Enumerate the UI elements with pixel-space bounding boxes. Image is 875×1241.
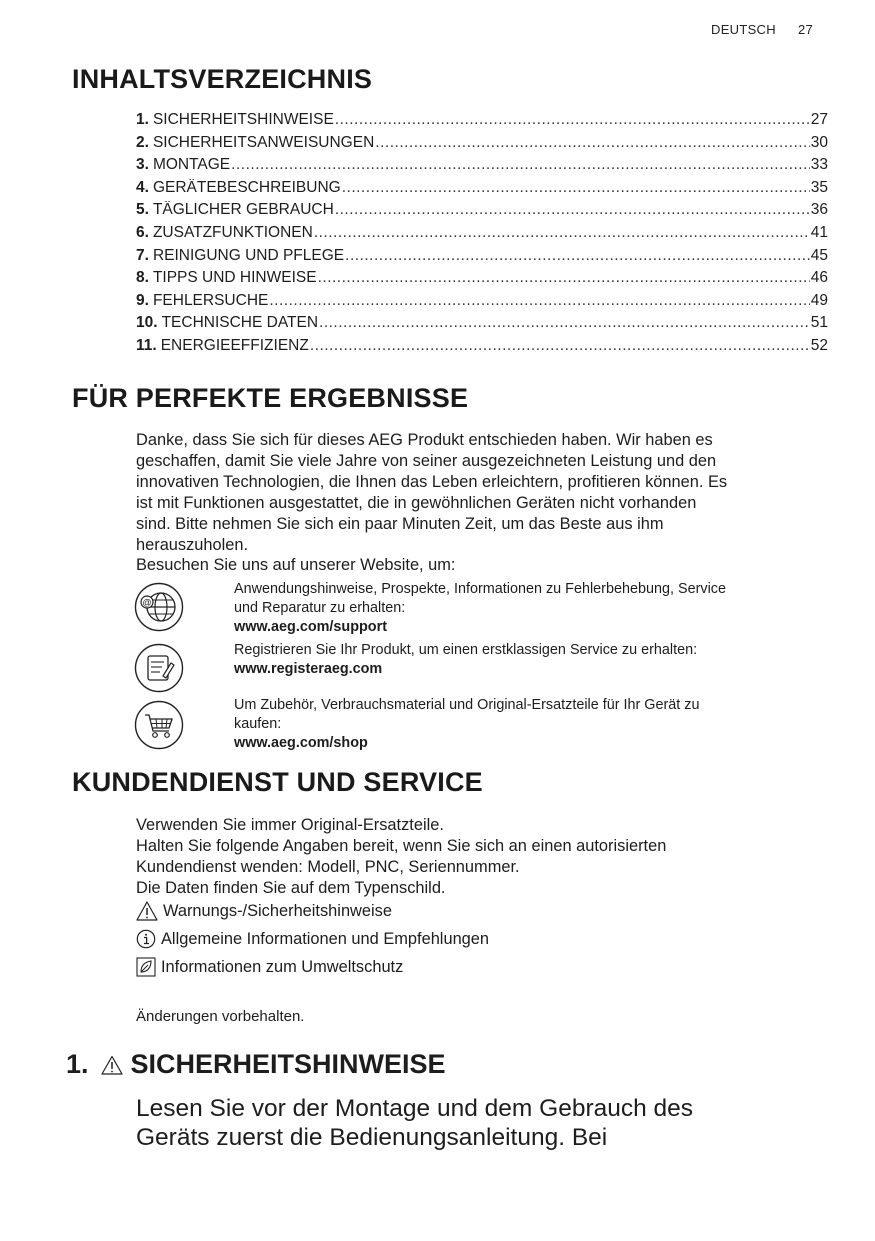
toc-item-number: 2. <box>136 133 149 151</box>
table-of-contents <box>136 111 828 360</box>
register-link-text <box>234 641 814 679</box>
warning-icon <box>136 900 158 922</box>
service-line: Die Daten finden Sie auf dem Typenschild. <box>136 878 446 897</box>
link-description: kaufen: <box>234 716 282 733</box>
link-description: und Reparatur zu erhalten: <box>234 600 406 617</box>
toc-item-page: 27 <box>810 111 828 128</box>
toc-item[interactable] <box>136 314 828 337</box>
info-icon <box>136 929 156 949</box>
toc-item-label: TECHNISCHE DATEN <box>161 314 319 332</box>
toc-leader-dots <box>319 314 810 332</box>
toc-item[interactable] <box>136 292 828 315</box>
toc-leader-dots <box>310 337 810 355</box>
toc-item-number: 9. <box>136 291 149 309</box>
toc-item-page: 33 <box>810 156 828 174</box>
intro-line: sind. Bitte nehmen Sie sich ein paar Minuten Zeit, um das Beste aus ihm <box>136 514 664 533</box>
toc-item[interactable] <box>136 111 828 134</box>
toc-item[interactable] <box>136 156 828 179</box>
svg-text:@: @ <box>142 597 152 608</box>
toc-item-label: REINIGUNG UND PFLEGE <box>152 246 345 264</box>
toc-item-number: 11. <box>136 336 157 354</box>
toc-leader-dots <box>269 292 809 310</box>
toc-item-page: 35 <box>810 178 828 196</box>
service-line: Verwenden Sie immer Original-Ersatzteile. <box>136 816 444 834</box>
toc-item[interactable] <box>136 247 828 270</box>
toc-item-page: 41 <box>810 223 828 241</box>
link-description: Registrieren Sie Ihr Produkt, um einen erstklassigen Service zu erhalten: <box>234 642 698 658</box>
support-link-row <box>134 581 826 636</box>
toc-item-label: MONTAGE <box>152 156 231 174</box>
chapter-intro <box>136 1094 836 1152</box>
toc-item[interactable] <box>136 269 828 292</box>
toc-item[interactable] <box>136 179 828 202</box>
visit-line: Besuchen Sie uns auf unserer Website, um: <box>136 556 456 575</box>
toc-item-label: FEHLERSUCHE <box>152 291 269 309</box>
toc-item[interactable] <box>136 224 828 247</box>
toc-item-label: TIPPS UND HINWEISE <box>152 269 317 287</box>
toc-item-label: GERÄTEBESCHREIBUNG <box>152 178 341 196</box>
toc-item-page: 46 <box>810 269 828 287</box>
toc-item-number: 3. <box>136 156 149 174</box>
shop-link-row <box>134 697 826 752</box>
toc-item-number: 5. <box>136 201 149 219</box>
page-header <box>711 22 813 37</box>
toc-item-page: 51 <box>810 314 828 332</box>
service-title: KUNDENDIENST UND SERVICE <box>72 767 483 797</box>
shop-link-text <box>234 696 814 754</box>
toc-item-page: 45 <box>810 246 828 264</box>
legend-environment-text: Informationen zum Umweltschutz <box>161 957 404 976</box>
intro-line: ist mit Funktionen ausgestattet, die in gewöhnlichen Geräten nicht vorhanden <box>136 493 697 512</box>
toc-leader-dots <box>375 134 809 152</box>
legend-warning <box>136 900 392 922</box>
toc-item-number: 4. <box>136 178 149 196</box>
chapter-number: 1. <box>66 1049 89 1079</box>
register-url-link[interactable]: www.registeraeg.com <box>234 661 383 678</box>
changes-note: Änderungen vorbehalten. <box>136 1008 305 1025</box>
link-description: Anwendungshinweise, Prospekte, Informationen zu Fehlerbehebung, Service <box>234 581 726 597</box>
toc-leader-dots <box>342 179 810 197</box>
toc-leader-dots <box>318 269 810 287</box>
toc-item-number: 8. <box>136 269 149 287</box>
toc-item[interactable] <box>136 201 828 224</box>
intro-line: innovativen Technologien, die Ihnen das Leben erleichtern, profitieren können. Es <box>136 472 728 491</box>
toc-item-page: 30 <box>810 133 828 151</box>
toc-item-label: SICHERHEITSANWEISUNGEN <box>152 133 375 151</box>
intro-line: Danke, dass Sie sich für dieses AEG Produkt entschieden haben. Wir haben es <box>136 431 713 449</box>
service-paragraph <box>136 815 826 899</box>
support-link-text <box>234 580 814 638</box>
legend-warning-text: Warnungs-/Sicherheitshinweise <box>163 901 392 920</box>
toc-item-number: 10. <box>136 314 158 332</box>
toc-item-page: 49 <box>810 291 828 309</box>
toc-item-label: SICHERHEITSHINWEISE <box>152 111 334 128</box>
cart-icon <box>134 700 184 750</box>
service-line: Halten Sie folgende Angaben bereit, wenn Sie sich an einen autorisierten <box>136 836 667 855</box>
leaf-icon <box>136 957 156 977</box>
header-language: DEUTSCH <box>711 22 776 37</box>
toc-item-number: 1. <box>136 111 149 128</box>
toc-item-page: 52 <box>810 336 828 354</box>
toc-item[interactable] <box>136 134 828 157</box>
toc-leader-dots <box>335 201 810 219</box>
warning-icon <box>101 1055 123 1075</box>
toc-item-label: ZUSATZFUNKTIONEN <box>152 223 313 241</box>
toc-item-label: ENERGIEEFFIZIENZ <box>160 336 309 354</box>
intro-paragraph <box>136 430 826 576</box>
toc-title: INHALTSVERZEICHNIS <box>72 64 373 94</box>
intro-line: geschaffen, damit Sie viele Jahre von seiner ausgezeichneten Leistung und den <box>136 451 717 470</box>
chapter-intro-line: Lesen Sie vor der Montage und dem Gebrauch des <box>136 1095 694 1122</box>
chapter-title: SICHERHEITSHINWEISE <box>130 1049 446 1079</box>
toc-item-number: 7. <box>136 246 149 264</box>
chapter-intro-line: Geräts zuerst die Bedienungsanleitung. Bei <box>136 1124 608 1151</box>
toc-leader-dots <box>231 156 810 174</box>
legend-environment <box>136 957 403 977</box>
service-line: Kundendienst wenden: Modell, PNC, Seriennummer. <box>136 857 520 876</box>
toc-leader-dots <box>335 111 810 129</box>
support-url-link[interactable]: www.aeg.com/support <box>234 619 387 636</box>
toc-item-label: TÄGLICHER GEBRAUCH <box>152 201 334 219</box>
perfect-results-title: FÜR PERFEKTE ERGEBNISSE <box>72 383 469 413</box>
legend-info <box>136 929 489 949</box>
legend-info-text: Allgemeine Informationen und Empfehlungen <box>161 929 490 948</box>
toc-item-number: 6. <box>136 223 149 241</box>
register-link-row <box>134 643 826 693</box>
intro-line: herauszuholen. <box>136 535 249 554</box>
register-icon <box>134 643 184 693</box>
header-page-number: 27 <box>797 22 813 37</box>
link-description: Um Zubehör, Verbrauchsmaterial und Original-Ersatzteile für Ihr Gerät zu <box>234 697 700 713</box>
chapter-heading <box>66 1049 446 1080</box>
toc-leader-dots <box>345 247 810 265</box>
globe-icon <box>134 582 184 632</box>
shop-url-link[interactable]: www.aeg.com/shop <box>234 735 368 752</box>
toc-item-page: 36 <box>810 201 828 219</box>
toc-item[interactable] <box>136 337 828 360</box>
toc-leader-dots <box>314 224 810 242</box>
